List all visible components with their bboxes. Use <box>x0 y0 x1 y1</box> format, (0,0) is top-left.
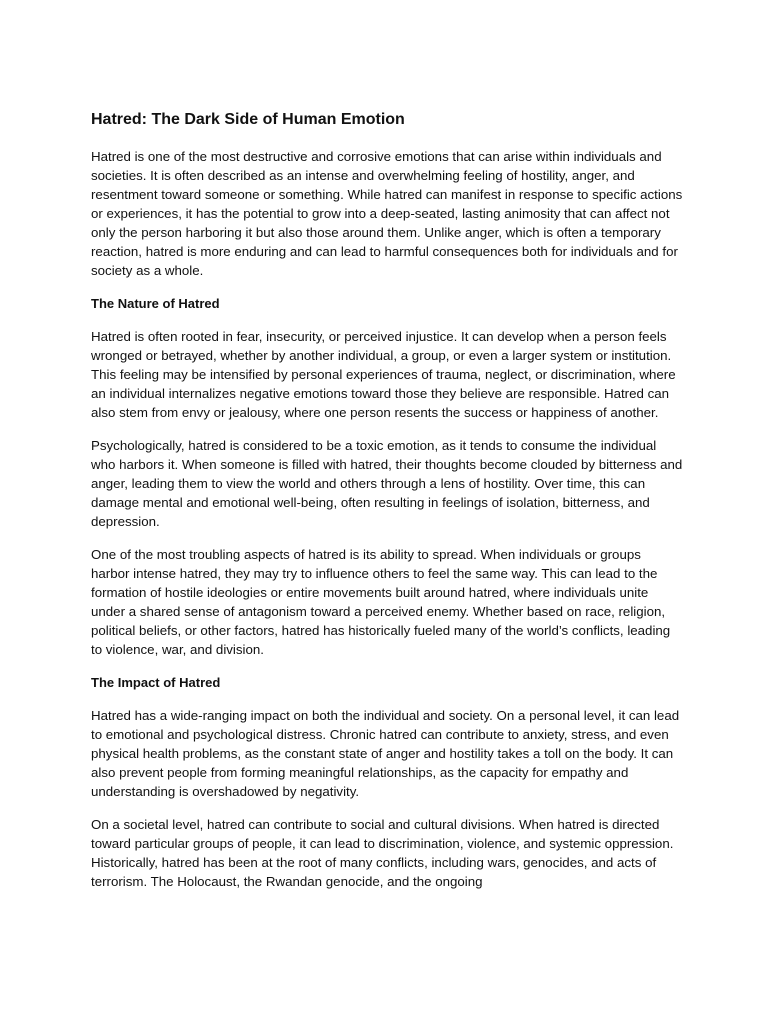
impact-paragraph-1: Hatred has a wide-ranging impact on both the individual and society. On a personal level, it can lead to emotional and psychological distress. Chronic hatred can contribute to anxiety, stress, and even physical health problems, as the constant state of anger and hostility takes a toll on the body. It can also prevent people from forming meaningful relationships, as the capacity for empathy and understanding is overshadowed by negativity. <box>91 708 680 799</box>
intro-paragraph: Hatred is one of the most destructive and corrosive emotions that can arise within individuals and societies. It is often described as an intense and overwhelming feeling of hostility, anger, and resentment toward someone or something. While hatred can manifest in response to specific actions or experiences, it has the potential to grow into a deep-seated, lasting animosity that can affect not only the person harboring it but also those around them. Unlike anger, which is often a temporary reaction, hatred is more enduring and can lead to harmful consequences both for individuals and for society as a whole. <box>91 149 683 278</box>
nature-paragraph-2: Psychologically, hatred is considered to be a toxic emotion, as it tends to consume the individual who harbors it. When someone is filled with hatred, their thoughts become clouded by bitterness and anger, leading them to view the world and others through a lens of hostility. Over time, this can damage mental and emotional well-being, often resulting in feelings of isolation, bitterness, and depression. <box>91 438 683 529</box>
nature-paragraph-1: Hatred is often rooted in fear, insecurity, or perceived injustice. It can develop when a person feels wronged or betrayed, whether by another individual, a group, or even a larger system or institution. This feeling may be intensified by personal experiences of trauma, neglect, or discrimination, where an individual internalizes negative emotions toward those they believe are responsible. Hatred can also stem from envy or jealousy, where one person resents the success or happiness of another. <box>91 329 676 420</box>
section-heading-impact: The Impact of Hatred <box>91 675 221 690</box>
nature-paragraph-3: One of the most troubling aspects of hatred is its ability to spread. When individuals or groups harbor intense hatred, they may try to influence others to feel the same way. This can lead to the formation of hostile ideologies or entire movements built around hatred, where individuals unite under a shared sense of antagonism toward a perceived enemy. Whether based on race, religion, political beliefs, or other factors, hatred has historically fueled many of the world’s conflicts, leading to violence, war, and division. <box>91 547 671 657</box>
document-title: Hatred: The Dark Side of Human Emotion <box>91 111 405 128</box>
document-page <box>91 110 683 905</box>
section-heading-nature: The Nature of Hatred <box>91 296 220 311</box>
impact-paragraph-2: On a societal level, hatred can contribute to social and cultural divisions. When hatred is directed toward particular groups of people, it can lead to discrimination, violence, and systemic oppression. Historically, hatred has been at the root of many conflicts, including wars, genocides, and acts of terrorism. The Holocaust, the Rwandan genocide, and the ongoing <box>91 817 674 889</box>
